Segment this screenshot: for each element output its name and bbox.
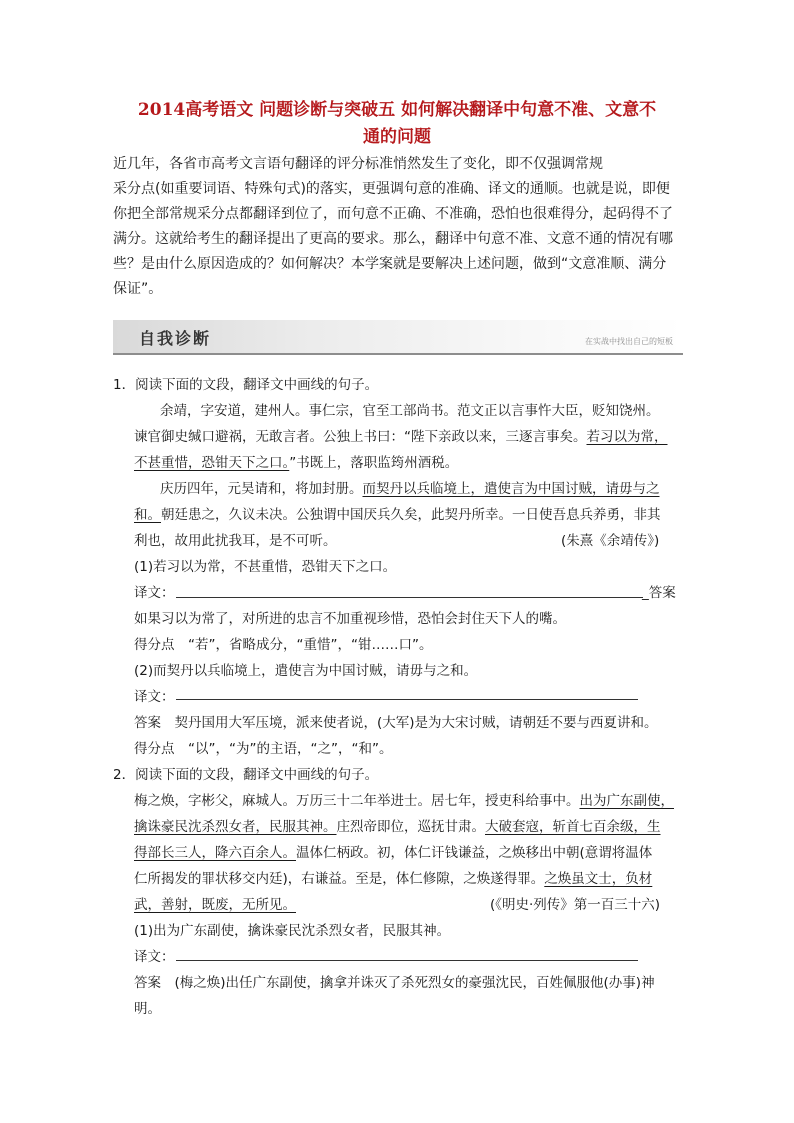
answer-text: 如果习以为常了，对所进的忠言不加重视珍惜，恐怕会封住天下人的嘴。	[134, 611, 566, 627]
passage-line: 梅之焕，字彬父，麻城人。万历三十二年举进士。居七年，授吏科给事中。出为广东副使，	[134, 793, 674, 809]
passage-line: 不甚重惜，恐钳天下之口。”书既上，落职监筠州酒税。	[134, 455, 459, 471]
intro-line: 些？是由什么原因造成的？如何解决？本学案就是要解决上述问题，做到“文意准顺、满分	[113, 256, 667, 272]
underlined-sentence: 武，善射，既废，无所见。	[134, 897, 296, 913]
intro-line: 满分。这就给考生的翻译提出了更高的要求。那么，翻译中句意不准、文意不通的情况有哪	[113, 231, 673, 247]
banner-divider	[113, 353, 683, 355]
banner-title: 自我诊断	[139, 329, 212, 348]
underlined-sentence: 得部长三人，降六百余人。	[134, 845, 296, 861]
intro-line: 采分点(如重要词语、特殊句式)的落实，更强调句意的准确、译文的通顺。也就是说，即便	[113, 181, 670, 197]
answer-text: 明。	[134, 1001, 161, 1017]
intro-line: 近几年，各省市高考文言语句翻译的评分标准悄然发生了变化，即不仅强调常规	[113, 156, 603, 172]
answer-text: 答案 契丹国用大军压境，派来使者说，(大军)是为大宋讨贼，请朝廷不要与西夏讲和。	[134, 715, 658, 731]
underlined-sentence: 大破套寇，斩首七百余级，生	[485, 819, 661, 835]
answer-label: _答案	[642, 585, 676, 601]
sub-question: (1)若习以为常，不甚重惜，恐钳天下之口。	[134, 559, 397, 575]
question-heading: 2．阅读下面的文段，翻译文中画线的句子。	[113, 767, 379, 783]
underlined-sentence: 之焕虽文士，负材	[544, 871, 653, 887]
passage-source: (朱熹《余靖传》)	[561, 533, 660, 549]
underlined-sentence: 若习以为常，	[586, 429, 668, 445]
sub-question: (1)出为广东副使，擒诛豪民沈杀烈女者，民服其神。	[134, 923, 451, 939]
passage-line: 擒诛豪民沈杀烈女者，民服其神。庄烈帝即位，巡抚甘肃。大破套寇，斩首七百余级，生	[134, 819, 661, 835]
scoring-points: 得分点 “若”，省略成分，“重惜”，“钳……口”。	[134, 637, 433, 653]
passage-source: (《明史·列传》第一百三十六)	[490, 897, 661, 913]
self-diagnosis-banner	[113, 320, 683, 356]
sub-question: (2)而契丹以兵临境上，遣使言为中国讨贼，请毋与之和。	[134, 663, 478, 679]
answer-blank[interactable]	[176, 597, 643, 598]
passage-line: 谏官御史缄口避祸，无敢言者。公独上书曰：“陛下亲政以来，三逐言事矣。若习以为常，	[134, 429, 668, 445]
intro-line: 你把全部常规采分点都翻译到位了，而句意不正确、不准确，恐怕也很难得分，起码得不了	[113, 206, 673, 222]
answer-blank[interactable]	[176, 699, 638, 700]
underlined-sentence: 和。	[134, 507, 161, 523]
document-title	[100, 97, 694, 151]
title-line-1: 2014高考语文 问题诊断与突破五 如何解决翻译中句意不准、文意不	[137, 100, 657, 120]
question-heading: 1．阅读下面的文段，翻译文中画线的句子。	[113, 377, 379, 393]
underlined-sentence: 出为广东副使，	[579, 793, 674, 809]
underlined-sentence: 而契丹以兵临境上，遣使言为中国讨贼，请毋与之	[362, 481, 660, 497]
passage-line: 余靖，字安道，建州人。事仁宗，官至工部尚书。范文正以言事忤大臣，贬知饶州。	[160, 403, 660, 419]
underlined-sentence: 不甚重惜，恐钳天下之口。	[134, 455, 290, 471]
scoring-points: 得分点 “以”，“为”的主语，“之”，“和”。	[134, 741, 393, 757]
answer-text: 答案 (梅之焕)出任广东副使，擒拿并诛灭了杀死烈女的豪强沈民，百姓佩服他(办事)神	[134, 975, 655, 991]
translation-label: 译文：	[134, 949, 175, 965]
answer-blank[interactable]	[176, 960, 638, 961]
underlined-sentence: 擒诛豪民沈杀烈女者，民服其神。	[134, 819, 337, 835]
passage-line: 和。朝廷患之，久议未决。公独谓中国厌兵久矣，此契丹所幸。一日使吾息兵养勇，非其	[134, 507, 661, 523]
title-line-2: 通的问题	[363, 127, 431, 147]
passage-line: 利也，故用此扰我耳，是不可听。	[134, 533, 337, 549]
passage-line	[134, 894, 296, 916]
translation-label: 译文：	[134, 585, 175, 601]
intro-line: 保证”。	[113, 281, 163, 297]
banner-subtitle: 在实战中找出自己的短板	[585, 337, 673, 346]
passage-line: 得部长三人，降六百余人。温体仁柄政。初，体仁讦钱谦益，之焕移出中朝(意谓将温体	[134, 845, 653, 861]
translation-label: 译文：	[134, 689, 175, 705]
passage-line: 庆历四年，元昊请和，将加封册。而契丹以兵临境上，遣使言为中国讨贼，请毋与之	[160, 481, 660, 497]
passage-line: 仁所揭发的罪状移交内廷)，右谦益。至是，体仁修隙，之焕遂得罪。之焕虽文士，负材	[134, 871, 653, 887]
